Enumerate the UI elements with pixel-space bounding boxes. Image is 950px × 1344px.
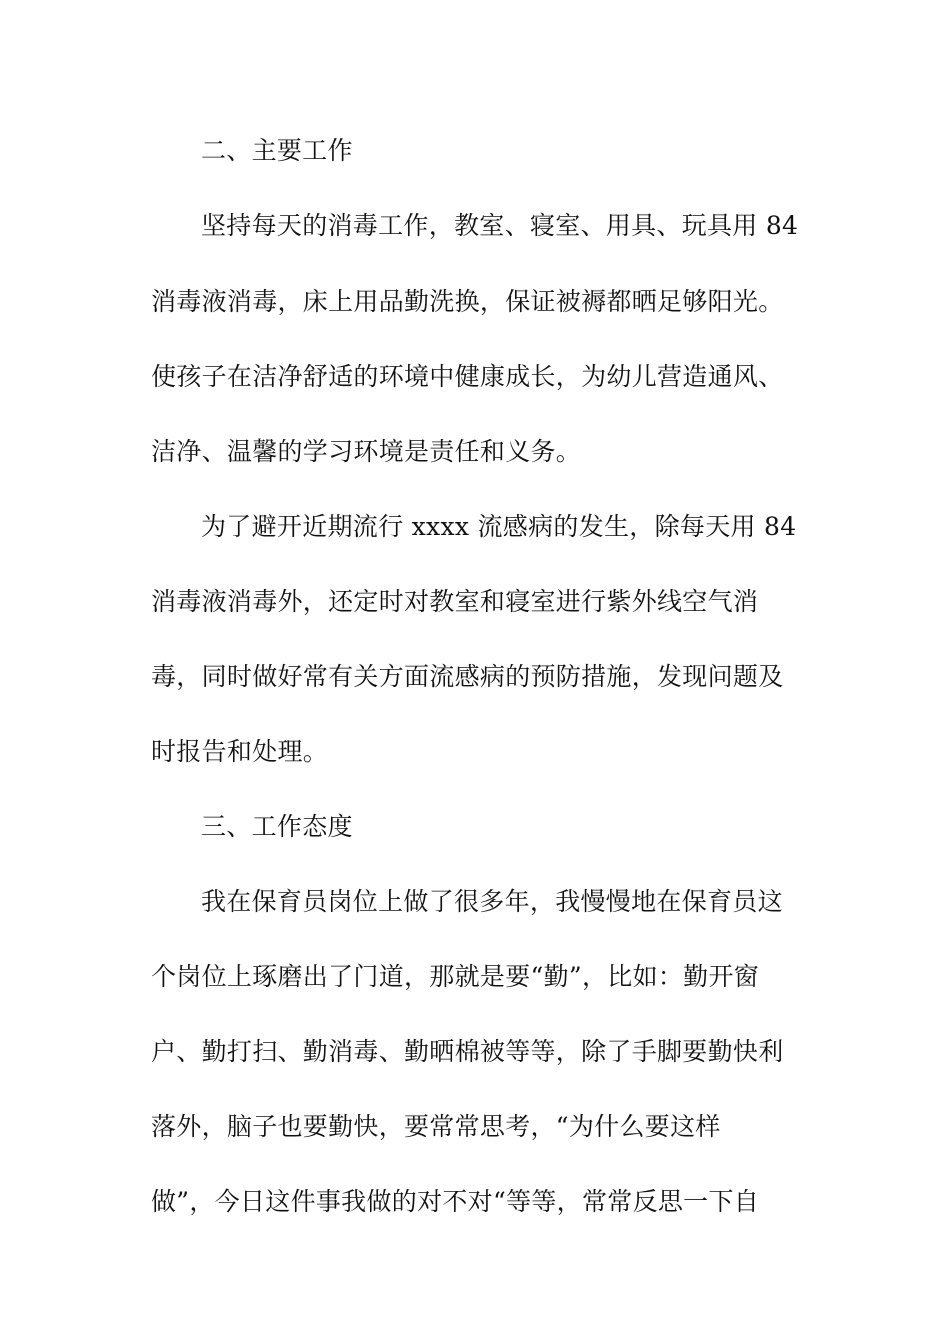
paragraph-line: 落外，脑子也要勤快，要常常思考，“为什么要这样 — [151, 1112, 721, 1141]
paragraph-line: 时报告和处理。 — [151, 737, 329, 766]
paragraph-line: 坚持每天的消毒工作，教室、寝室、用具、玩具用 84 — [201, 211, 799, 240]
paragraph-line: 做”，今日这件事我做的对不对“等等，常常反思一下自 — [151, 1187, 760, 1216]
paragraph-line: 户、勤打扫、勤消毒、勤晒棉被等等，除了手脚要勤快利 — [151, 1037, 784, 1066]
paragraph-line: 为了避开近期流行 xxxx 流感病的发生，除每天用 84 — [201, 512, 797, 541]
paragraph-line: 消毒液消毒外，还定时对教室和寝室进行紫外线空气消 — [151, 587, 759, 616]
paragraph-line: 使孩子在洁净舒适的环境中健康成长，为幼儿营造通风、 — [151, 362, 784, 391]
paragraph-line: 我在保育员岗位上做了很多年，我慢慢地在保育员这 — [201, 887, 783, 916]
paragraph-line: 消毒液消毒，床上用品勤洗换，保证被褥都晒足够阳光。 — [151, 287, 784, 316]
paragraph-line: 毒，同时做好常有关方面流感病的预防措施，发现问题及 — [151, 662, 784, 691]
section-heading-main-work: 二、主要工作 — [201, 136, 353, 165]
paragraph-line: 洁净、温馨的学习环境是责任和义务。 — [151, 437, 582, 466]
section-heading-work-attitude: 三、工作态度 — [201, 812, 353, 841]
paragraph-line: 个岗位上琢磨出了门道，那就是要“勤”，比如：勤开窗 — [151, 962, 760, 991]
